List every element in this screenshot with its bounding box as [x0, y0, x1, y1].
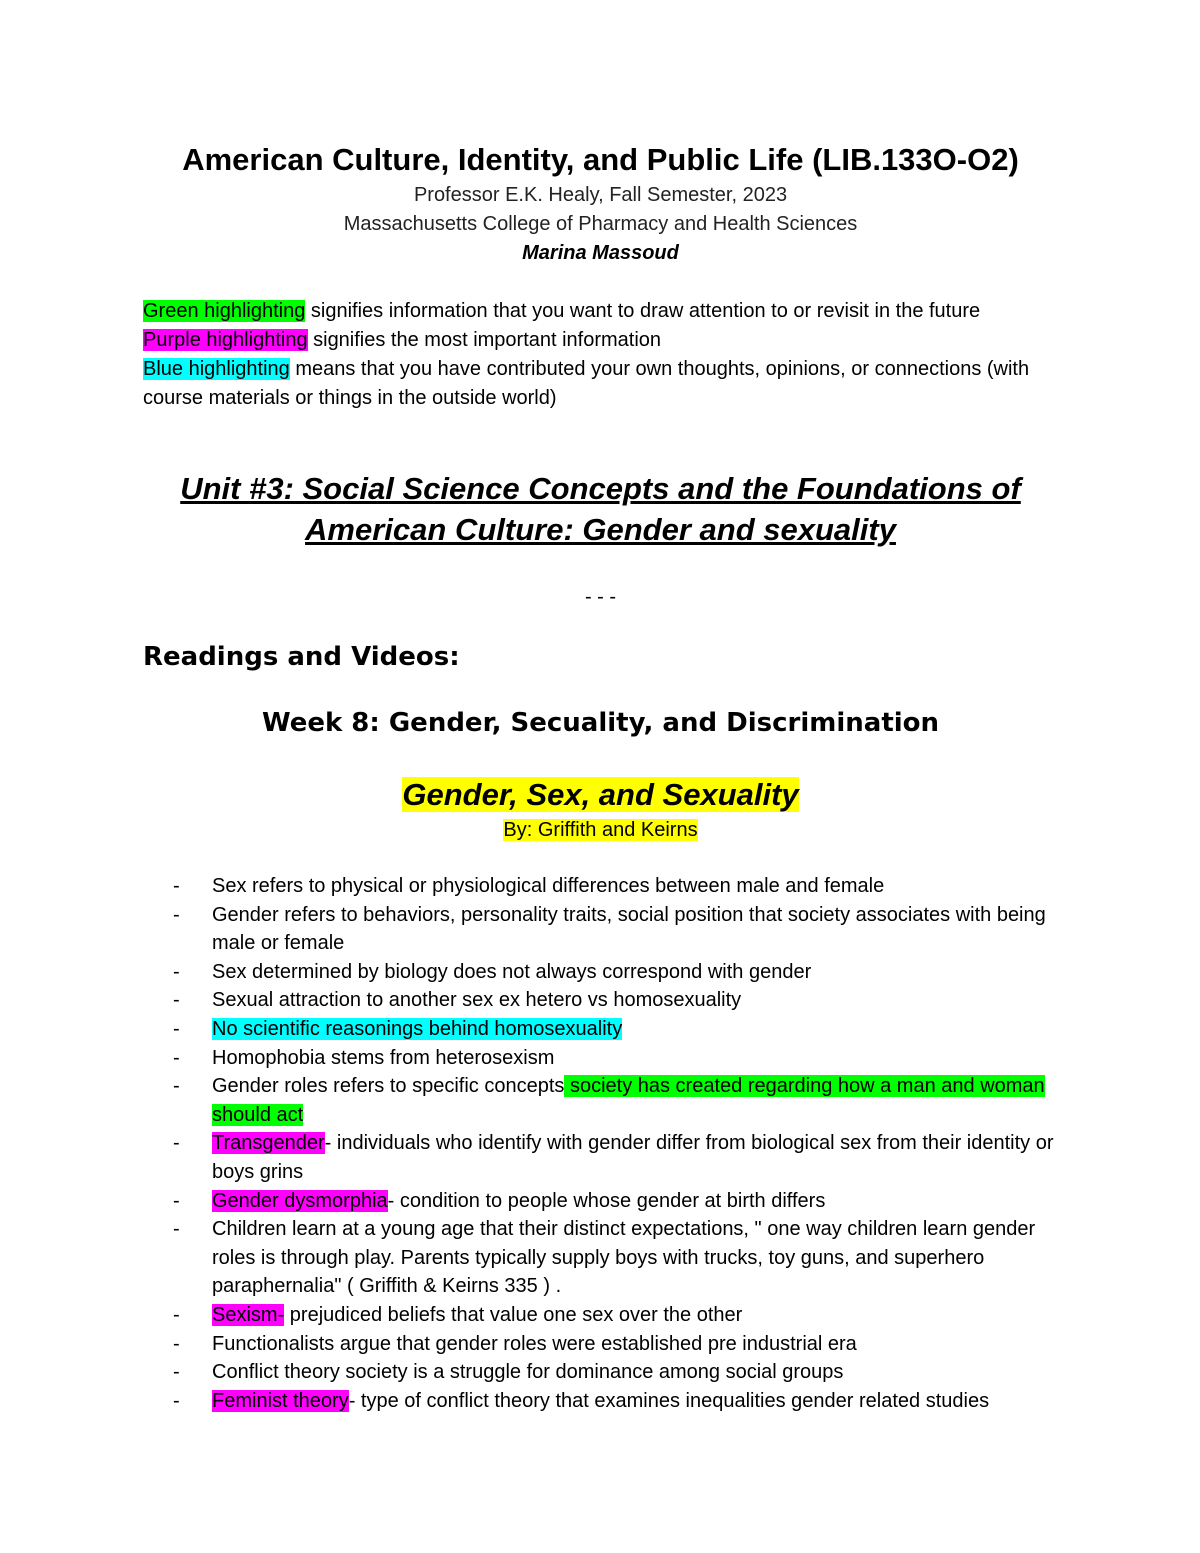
- list-item-highlighted-text: society has created regarding how a man and woman should act: [212, 1075, 1045, 1126]
- list-item-text: Children learn at a young age that their distinct expectations, " one way children learn gender roles is through play. Parents typically supply boys with trucks, toy guns, and superhero paraphernalia" ( Griffith & Keirns 335 ) .: [212, 1218, 1036, 1298]
- list-item: [173, 1044, 1063, 1073]
- list-item: [173, 901, 1063, 958]
- list-item-text: Homophobia stems from heterosexism: [212, 1046, 555, 1069]
- reading-byline: [143, 816, 1058, 844]
- reading-title: [143, 775, 1058, 815]
- list-item-text: Gender roles refers to specific concepts: [212, 1075, 565, 1098]
- purple-highlight-label: Purple highlighting: [143, 329, 308, 351]
- highlight-legend: [143, 297, 1058, 413]
- bullet-dash: -: [173, 1332, 180, 1355]
- bullet-dash: -: [173, 1389, 180, 1412]
- readings-heading: Readings and Videos:: [143, 642, 460, 672]
- bullet-dash: -: [173, 1075, 180, 1098]
- list-item-text: Conflict theory society is a struggle for dominance among social groups: [212, 1361, 844, 1384]
- purple-legend-text: signifies the most important information: [307, 329, 662, 351]
- list-item-text: Sex refers to physical or physiological differences between male and female: [212, 875, 885, 897]
- list-item-text: - individuals who identify with gender differ from biological sex from their identity or boys grins: [212, 1132, 1054, 1183]
- list-item-text: Gender refers to behaviors, personality traits, social position that society associates with being male or female: [212, 903, 1046, 955]
- unit-title: [143, 468, 1058, 550]
- blue-highlight-label: Blue highlighting: [143, 358, 290, 380]
- list-item: [173, 1187, 1063, 1216]
- list-item: [173, 986, 1063, 1015]
- list-item-term: Feminist theory: [212, 1389, 349, 1412]
- bullet-dash: -: [173, 960, 180, 983]
- list-item: [173, 1015, 1063, 1044]
- reading-title-text: Gender, Sex, and Sexuality: [402, 777, 799, 812]
- list-item-text: Sexual attraction to another sex ex hetero vs homosexuality: [212, 989, 742, 1012]
- list-item-term: Transgender: [212, 1132, 325, 1155]
- list-item: [173, 1072, 1063, 1129]
- list-item-text: - condition to people whose gender at birth differs: [387, 1189, 826, 1212]
- list-item-highlighted-text: No scientific reasonings behind homosexuality: [212, 1017, 623, 1040]
- author-name: Marina Massoud: [522, 242, 679, 264]
- list-item-text: - type of conflict theory that examines inequalities gender related studies: [348, 1389, 990, 1412]
- green-highlight-label: Green highlighting: [143, 300, 306, 322]
- bullet-dash: -: [173, 1017, 180, 1040]
- list-item-text: Functionalists argue that gender roles were established pre industrial era: [212, 1332, 857, 1355]
- legend-green: [143, 297, 1058, 326]
- bullet-dash: -: [173, 1218, 180, 1241]
- week-heading: Week 8: Gender, Secuality, and Discrimination: [261, 708, 940, 738]
- bullet-dash: -: [173, 1189, 180, 1212]
- list-item: [173, 1215, 1063, 1301]
- unit-title-line-2: American Culture: Gender and sexuality: [305, 512, 896, 547]
- bullet-dash: -: [173, 1361, 180, 1384]
- list-item: [173, 958, 1063, 987]
- document-title: American Culture, Identity, and Public Life (LIB.133O-O2): [182, 142, 1019, 177]
- legend-purple: [143, 326, 1058, 355]
- list-item-text: Sex determined by biology does not always correspond with gender: [212, 960, 812, 983]
- bullet-dash: -: [173, 1132, 180, 1155]
- list-item-term: Gender dysmorphia: [212, 1189, 388, 1212]
- list-item-text: prejudiced beliefs that value one sex over the other: [284, 1303, 743, 1326]
- blue-legend-text: means that you have contributed your own thoughts, opinions, or connections (with course materials or things in the outside world): [143, 358, 1030, 409]
- professor-line: Professor E.K. Healy, Fall Semester, 2023: [413, 184, 788, 206]
- bullet-dash: -: [173, 1303, 180, 1326]
- section-divider: - - -: [584, 586, 617, 608]
- bullet-dash: -: [173, 989, 180, 1012]
- green-legend-text: signifies information that you want to draw attention to or revisit in the future: [305, 300, 981, 322]
- bullet-dash: -: [173, 875, 180, 897]
- unit-title-line-1: Unit #3: Social Science Concepts and the Foundations of: [180, 471, 1021, 506]
- reading-byline-text: By: Griffith and Keirns: [503, 819, 698, 841]
- list-item: [173, 872, 1063, 901]
- list-item: [173, 1330, 1063, 1359]
- legend-blue: [143, 355, 1058, 413]
- list-item: [173, 1301, 1063, 1330]
- notes-list: [173, 872, 1063, 1415]
- college-line: Massachusetts College of Pharmacy and Health Sciences: [343, 213, 858, 235]
- list-item: [173, 1358, 1063, 1387]
- bullet-dash: -: [173, 1046, 180, 1069]
- list-item-term: Sexism-: [212, 1303, 285, 1326]
- list-item: [173, 1129, 1063, 1186]
- bullet-dash: -: [173, 903, 180, 926]
- list-item: [173, 1387, 1063, 1416]
